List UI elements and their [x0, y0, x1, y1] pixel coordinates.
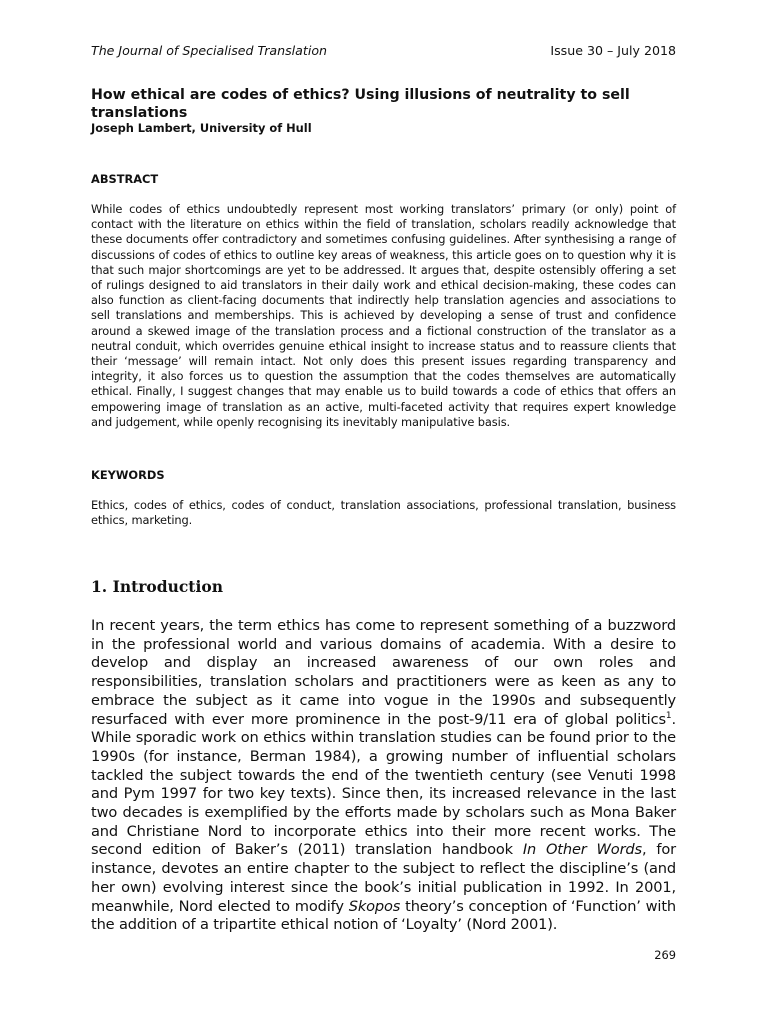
intro-text-4: theory’s conception of ‘Function’ with the addition of a tripartite ethical notion of ‘Loyalty’ (Nord 2001).	[91, 897, 676, 934]
footnote-ref[interactable]: 1	[665, 710, 672, 721]
book-title: In Other Words	[522, 841, 642, 859]
journal-name: The Journal of Specialised Translation	[91, 43, 328, 58]
keywords-heading: KEYWORDS	[91, 468, 165, 482]
issue-info: Issue 30 – July 2018	[550, 43, 676, 58]
abstract-heading: ABSTRACT	[91, 172, 159, 186]
intro-text-2: . While sporadic work on ethics within translation studies can be found prior to the 1990s (for instance, Berman 1984), a growing number of influential scholars tackled the subject towards the end of the twentieth century (see Venuti 1998 and Pym 1997 for two key texts). Since then, its increased relevance in the last two decades is exemplified by the efforts made by scholars such as Mona Baker and Christiane Nord to incorporate ethics into their more recent works. The second edition of Baker’s (2011) translation handbook	[91, 710, 676, 859]
keywords-text: Ethics, codes of ethics, codes of conduct, translation associations, professional translation, business ethics, marketing.	[91, 498, 676, 528]
skopos-term: Skopos	[348, 897, 401, 915]
page-number: 269	[654, 948, 676, 962]
introduction-paragraph	[91, 617, 676, 935]
running-header	[91, 43, 676, 59]
intro-text-1: In recent years, the term ethics has come to represent something of a buzzword in the professional world and various domains of academia. With a desire to develop and display an increased awareness of our own roles and responsibilities, translation scholars and practitioners were as keen as any to embrace the subject as it came into vogue in the 1990s and subsequently resurfaced with ever more prominence in the post-9/11 era of global politics	[91, 617, 676, 728]
abstract-text: While codes of ethics undoubtedly represent most working translators’ primary (or only) point of contact with the literature on ethics within the field of translation, scholars readily acknowledge that these documents offer contradictory and sometimes confusing guidelines. After synthesising a range of discussions of codes of ethics to outline key areas of weakness, this article goes on to question why it is that such major shortcomings are yet to be addressed. It argues that, despite ostensibly offering a set of rulings designed to aid translators in their daily work and ethical decision-making, these codes can also function as client-facing documents that indirectly help translation agencies and associations to sell translations and memberships. This is achieved by developing a sense of trust and confidence around a skewed image of the translation process and a fictional construction of the translator as a neutral conduit, which overrides genuine ethical insight to increase status and to reassure clients that their ‘message’ will remain intact. Not only does this present issues regarding transparency and integrity, it also forces us to question the assumption that the codes themselves are automatically ethical. Finally, I suggest changes that may enable us to build towards a code of ethics that offers an empowering image of translation as an active, multi-faceted activity that requires expert knowledge and judgement, while openly recognising its inevitably manipulative basis.	[91, 202, 676, 429]
intro-text-3: , for instance, devotes an entire chapter to the subject to reflect the discipline’s (and her own) evolving interest since the book’s initial publication in 1992. In 2001, meanwhile, Nord elected to modify	[91, 841, 676, 915]
article-title: How ethical are codes of ethics? Using illusions of neutrality to sell translations	[91, 87, 630, 121]
article-author: Joseph Lambert, University of Hull	[91, 121, 312, 135]
introduction-heading: 1. Introduction	[91, 577, 223, 596]
